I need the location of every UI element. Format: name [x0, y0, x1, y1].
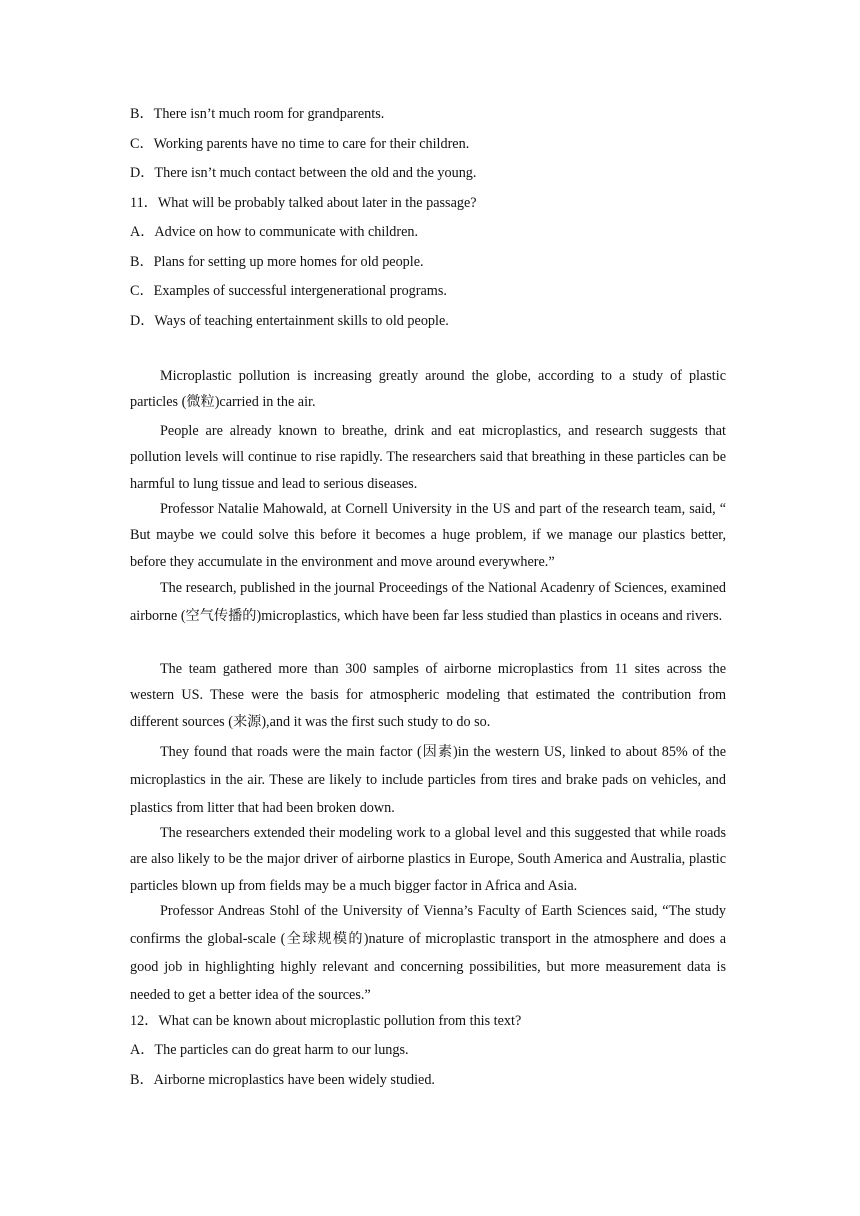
passage-paragraph-6: They found that roads were the main factor (因素)in the western US, linked to about 85% of the microplastics in the air. These are likely to include particles from tires and brake pads on vehicles, and plastics from litter that had been broken down.	[130, 744, 726, 816]
q11-option-b: B．Plans for setting up more homes for old people.	[130, 254, 424, 270]
q12-question: 12．What can be known about microplastic pollution from this text?	[130, 1013, 522, 1029]
passage-paragraph-4: The research, published in the journal Proceedings of the National Acadenry of Sciences, examined airborne (空气传播的)microplastics, which have been far less studied than plastics in oceans and rivers.	[130, 580, 726, 624]
passage-paragraph-3: Professor Natalie Mahowald, at Cornell University in the US and part of the research team, said, “ But maybe we could solve this before it becomes a huge problem, if we manage our plastics better, before they accumulate in the environment and move around everywhere.”	[130, 501, 726, 570]
q12-option-a: A．The particles can do great harm to our lungs.	[130, 1042, 409, 1058]
passage-paragraph-7: The researchers extended their modeling work to a global level and this suggested that while roads are also likely to be the major driver of airborne plastics in Europe, South America and Australia, plastic particles blown up from fields may be a much bigger factor in Africa and Asia.	[130, 825, 726, 894]
q10-option-b: B．There isn’t much room for grandparents.	[130, 106, 385, 122]
q12-option-b: B．Airborne microplastics have been widely studied.	[130, 1072, 435, 1088]
passage-paragraph-5: The team gathered more than 300 samples of airborne microplastics from 11 sites across the western US. These were the basis for atmospheric modeling that estimated the contribution from different sources (来源),and it was the first such study to do so.	[130, 661, 726, 730]
q11-option-d: D．Ways of teaching entertainment skills to old people.	[130, 313, 449, 329]
q11-option-c: C．Examples of successful intergenerational programs.	[130, 283, 447, 299]
q10-option-c: C．Working parents have no time to care for their children.	[130, 136, 470, 152]
passage-paragraph-1: Microplastic pollution is increasing greatly around the globe, according to a study of plastic particles (微粒)carried in the air.	[130, 368, 726, 411]
q10-option-d: D．There isn’t much contact between the old and the young.	[130, 165, 477, 181]
passage-paragraph-8: Professor Andreas Stohl of the University of Vienna’s Faculty of Earth Sciences said, “The study confirms the global-scale (全球规模的)nature of microplastic transport in the atmosphere and does a good job in highlighting highly relevant and concerning possibilities, but more measurement data is needed to get a better idea of the sources.”	[130, 903, 726, 1003]
q11-option-a: A．Advice on how to communicate with children.	[130, 224, 419, 240]
q11-question: 11．What will be probably talked about later in the passage?	[130, 195, 477, 211]
passage-paragraph-2: People are already known to breathe, drink and eat microplastics, and research suggests that pollution levels will continue to rise rapidly. The researchers said that breathing in these particles can be harmful to lung tissue and lead to serious diseases.	[130, 423, 726, 492]
